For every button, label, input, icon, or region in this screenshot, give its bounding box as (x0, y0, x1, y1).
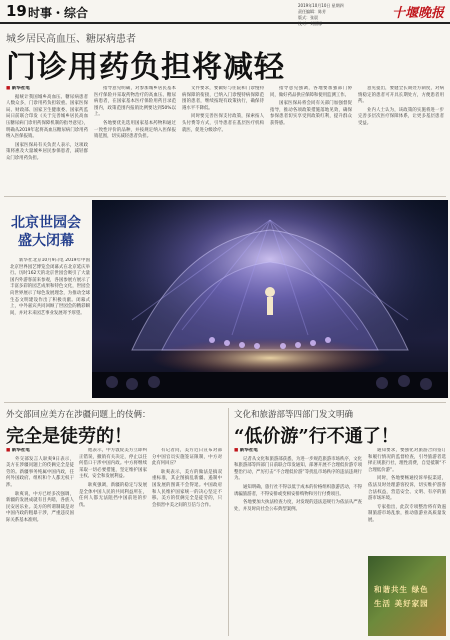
lead-column-1 (6, 86, 88, 192)
paragraph: 外交部发言人耿爽9日表示，美方在涉疆问题上的伎俩完全是徒劳的。新疆事务纯属中国内政，任何外国政府、组织和个人都无权干涉。 (6, 456, 74, 488)
article2-column-1 (6, 448, 74, 636)
paragraph: 专家指出，此次专项整治将有效遏制旅游市场乱象，推动旅游业高质量发展。 (368, 504, 446, 523)
expo-title-line: 盛大闭幕 (18, 233, 74, 249)
article2-headline: 完全是徒劳的！ (6, 426, 132, 447)
byline-tag: ■ 新华社电 (6, 86, 88, 93)
newspaper-masthead: 十堰晚报 (391, 6, 444, 21)
paragraph: 同时要完善医保支付政策，探索按人头付费等方式，引导患者在基层医疗机构就医，促进分级诊疗。 (182, 114, 264, 133)
section-name: 时事・综合 (28, 6, 89, 20)
article2-kicker: 外交部回应美方在涉疆问题上的伎俩： (6, 410, 151, 420)
lead-column-4 (270, 86, 352, 192)
paragraph: 指导意见强调，各地要加强部门协同，做好药品供应保障和使用监测工作。 (270, 86, 352, 98)
paragraph: 据统计我国城乡高血压、糖尿病患者人数众多，门诊用药负担较重。国家医保局、财政部、国家卫生健康委、国家药监局日前联合印发《关于完善城乡居民高血压糖尿病门诊用药保障机制的指导意见》，明确从2019年起将高血压糖尿病门诊用药纳入医保报销。 (6, 94, 88, 140)
stage-illustration (92, 200, 448, 398)
article3-kicker: 文化和旅游部等四部门发文明确 (234, 410, 354, 420)
expo-story (2, 200, 90, 398)
expo-closing-ceremony-photo (92, 200, 448, 398)
ad-text: 生活 美好家园 (374, 599, 429, 608)
issue-meta (298, 3, 366, 27)
meta-line: 2019年10月10日 星期四 (298, 3, 344, 8)
expo-body (10, 258, 90, 398)
paragraph: 记者从文化和旅游部获悉，为进一步规范旅游市场秩序，文化和旅游部等四部门日前联合印发通知，部署开展不合理低价游专项整治行动，严厉打击“不合理低价游”等扰乱市场秩序的违法违规行为。 (234, 456, 362, 482)
paragraph: 意见提出，要健全长期处方制度，对病情稳定的患者可开具长期处方，方便患者用药。 (358, 86, 444, 105)
article3-column-2 (368, 448, 446, 552)
ad-text: 和谐共生 绿色 (374, 585, 429, 594)
paragraph: 国家医保局有关负责人表示，这项政策将惠及大量城乡居民参保患者，减轻群众门诊用药负担。 (6, 142, 88, 161)
advertisement[interactable] (368, 556, 446, 636)
paragraph: 通知明确，旅行社不得以低于成本的价格组织旅游活动，不得诱骗旅游者，不得安排或变相安排购物和另行付费项目。 (234, 484, 362, 497)
lead-kicker: 城乡居民高血压、糖尿病患者 (6, 34, 136, 45)
meta-line: 责任编辑：陈芳 (298, 9, 326, 14)
column-divider (228, 408, 229, 636)
byline-tag: ■ 新华社电 (6, 448, 74, 455)
section-divider (4, 402, 446, 403)
page-number: 19 (6, 2, 27, 20)
paragraph: 业内人士认为，该政策的实施将进一步完善多层次医疗保障体系，让更多基层患者受益。 (358, 107, 444, 126)
expo-title-line: 北京世园会 (11, 215, 81, 231)
paragraph: 新华社北京10月9日电 2019年中国北京世界园艺博览会闭幕式在北京延庆举行。历时162天的北京世园会吸引了大量国内外游客前来参观，各国参展方展示了丰富多彩的园艺成果和特色文化，世园会向世界展示了绿色发展理念，为推动全球生态文明建设作出了积极贡献。闭幕式上，中外嘉宾共同回顾了世园会的精彩瞬间，并对未来园艺事业发展寄予厚望。 (10, 258, 90, 316)
paragraph: 耿爽表示，美方的做法是搞双重标准，其企图搞乱新疆、遏制中国发展的图谋不会得逞。中国政府和人民维护国家统一的决心坚定不移。美方的伎俩完全是徒劳的，只会损害中美之间的互信与合作。 (152, 469, 222, 508)
paragraph: 同时，各地要畅通投诉举报渠道，依法及时处理游客投诉，切实维护游客合法权益，营造安全、文明、有序的旅游市场环境。 (368, 476, 446, 502)
expo-title (2, 214, 90, 250)
byline-tag: ■ 新华社电 (234, 448, 362, 455)
article3-headline: “低价游”行不通了！ (234, 426, 399, 447)
paragraph: 指导意见明确，对参加城乡居民基本医疗保险并采取药物治疗的高血压、糖尿病患者，在国家基本医疗保险用药目录范围内，政策范围内报销比例要达到50%以上。 (94, 86, 176, 118)
page-header (0, 0, 450, 24)
paragraph: 各地要优先选用国家基本药物和通过一致性评价的品种，并按规定纳入医保报销范围，切实减轻患者负担。 (94, 120, 176, 140)
lead-column-2 (94, 86, 176, 192)
article3-column-1 (234, 448, 362, 636)
paragraph: 各地要加大执法检查力度，对发现的违法违规行为依法从严查处，并及时向社会公布典型案例。 (234, 500, 362, 512)
paragraph: 文件要求，要做好与住院和门诊慢特病保障的衔接，已纳入门诊慢特病保障范围的患者，继续按现有政策执行，确保待遇水平不降低。 (182, 86, 264, 111)
section-divider (4, 196, 446, 197)
lead-column-5 (358, 86, 444, 192)
paragraph: 耿爽说，中方已经多次强调，新疆的发展成就有目共睹，各族人民安居乐业。美方的所谓制裁是对中国内政的粗暴干涉，严重违反国际关系基本准则。 (6, 491, 74, 523)
paragraph: 耿爽强调，新疆的稳定与发展是全体中国人民的共同利益所在，任何人都无法阻挡中国前进的步伐。 (79, 482, 147, 508)
article2-column-2 (79, 448, 147, 636)
meta-line: 版式：张晨 (298, 15, 318, 20)
meta-line: 校对：刘丽娜 (298, 21, 322, 26)
paragraph: 通知要求，要强化对旅游合同签订和履行情况的监督检查，引导旅游者选择正规旅行社，理性消费，自觉抵制“不合理低价游”。 (368, 448, 446, 473)
article2-column-3 (152, 448, 222, 636)
paragraph: 有记者问，美方近日宣布对部分中国官员实施签证限制，中方对此有何回应？ (152, 448, 222, 467)
paragraph: 国家医保局将会同有关部门加强督促指导，推动各项政策措施落地见效，确保参保患者切实享受到政策红利，提升群众获得感。 (270, 101, 352, 126)
lead-headline: 门诊用药负担将减轻 (6, 50, 285, 85)
paragraph: 他表示，中方敦促美方立即纠正错误，撤销有关决定，停止以任何借口干涉中国内政。中方将继续采取一切必要措施，坚定维护国家主权、安全和发展利益。 (79, 448, 147, 480)
lead-column-3 (182, 86, 264, 192)
